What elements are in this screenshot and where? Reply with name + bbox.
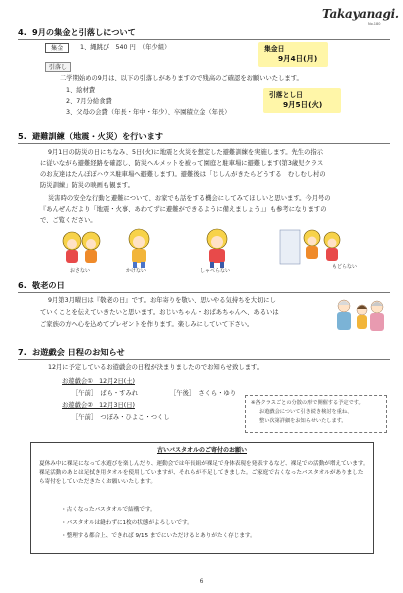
section-6-title: 6. 敬老の日 [18,280,65,290]
donation-title: 古いバスタオルのご寄付のお願い [156,447,247,454]
kid-no-talking-illustration [196,226,238,270]
withdraw-day-badge [263,88,341,113]
towel-donation-box [30,442,374,554]
donation-item-2: ・バスタオルは縫わずに1枚の状態がよろしいです。 [61,520,193,526]
recital-note-3: 整い次第詳細をお知らせいたします。 [259,417,347,424]
caption-no-returning: もどらない [332,264,358,270]
collect-day-label: 集金日 [264,45,285,53]
withdraw-item-3: 3、父母の会費（年長・年中・年少）、卒園積立金（年長） [66,109,231,116]
section-7-underline [18,359,390,360]
collect-tag: 集金 [45,43,69,53]
drill-line-1: 9月1日の防災の日にちなみ、5日(火)に地震と火災を想定した避難訓練を実施します。先生の指示 [48,149,323,156]
drill-line-2: に従いながら避難経路を確認し、防災ヘルメットを被って園庭と駐車場に避難します(第3歳児クラス [40,160,324,167]
drill-line-7: で、ご覧ください。 [40,217,97,224]
drill-line-5: 災害時の安全な行動と避難について、お家でも話をする機会にしてみてほしいと思います。今月号の [48,195,331,202]
withdraw-item-2: 2、7月分給食費 [66,98,112,105]
respect-line-1: 9月第3月曜日は『敬老の日』です。お年寄りを敬い、思いやる気持ちを大切にし [48,297,276,304]
withdraw-item-1: 1、絵材費 [66,87,96,94]
recital-day2-label: お遊戯会② 12月3日(日) [62,402,135,409]
drill-line-4: 防災訓練」防災の映画も観ます。 [40,182,134,189]
withdraw-tag: 引落し [45,62,71,72]
caption-no-running: かけない [126,268,147,274]
section-5-title: 5. 避難訓練（地震・火災）を行います [18,131,164,141]
donation-item-3: ・整理する都合上、できれば 9/15 までにいただけるとありがたく存じます。 [61,533,256,539]
logo-subtext: No.180 [368,22,381,26]
collect-day-date: 9月4日(月) [278,54,318,64]
section-7-title: 7. お遊戯会 日程のお知らせ [18,347,125,357]
respect-line-3: ご家族の方へ心を込めてプレゼントを作ります。楽しみにしていて下さい。 [40,321,254,328]
kids-no-returning-illustration [278,226,346,268]
donation-body: 夏休み中に裸足になって水遊びを楽しんだり、運動会では年長組が裸足で身体表現を発表するなど、裸足での活動が増えています。裸足活動のあとは足拭き用タオルを使用していますが、それらが不足してきました。ご家庭で古くなったバスタオルがありましたら寄付をしていただきたくお願いいたします。 [39,461,369,486]
drill-line-3: のお友達はたんぽぽハウス駐車場へ避難します)。避難後は「じしんがきたらどうする むしむし村の [40,171,326,178]
grandparents-illustration [330,296,388,338]
kids-no-pushing-illustration [58,228,106,270]
section-5-underline [18,143,390,144]
respect-line-2: ていくことを伝えていきたいと思います。おじいちゃん・おばあちゃんへ、あるいは [40,309,279,316]
recital-day1-afternoon: ［午後］ さくら・ゆり [170,390,237,397]
kid-no-running-illustration [120,226,158,270]
drill-line-6: 『あんぜんだより「地震・火事、あわてずに避難ができるように備えましょう」』も参考になりますの [40,206,327,213]
collect-text: 1、縄跳び 540 円 （年少組） [80,44,171,51]
donation-item-1: ・古くなったバスタオルで結構です。 [61,507,156,513]
withdraw-day-label: 引落とし日 [269,91,303,99]
logo-text: Takayanagi. [322,7,399,21]
recital-note-2: お遊戯会について引き続き検討を重ね、 [259,408,353,415]
collect-day-badge [258,42,328,67]
recital-note-1: ※各クラスごとの分散の形で開催する予定です。 [251,400,364,406]
recital-day1-morning: ［午前］ ばら・すみれ [72,390,139,397]
recital-day1-label: お遊戯会① 12月2日(土) [62,378,135,385]
withdraw-intro: 二学期始めの9月は、以下の引落しがありますので残高のご確認をお願いいたします。 [60,75,303,82]
section-4-title: 4. 9月の集金と引落しについて [18,27,136,37]
section-6-underline [18,292,390,293]
caption-no-pushing: おさない [70,268,91,274]
recital-intro: 12月に予定しているお遊戯会の日程が決まりましたのでお知らせ致します。 [48,364,264,371]
withdraw-day-date: 9月5日(火) [283,100,323,110]
recital-day2-morning: ［午前］ つぼみ・ひよこ・つくし [72,414,170,421]
caption-no-talking: しゃべらない [200,268,231,274]
section-4-underline [18,39,390,40]
page-number: 6 [199,578,204,585]
school-logo [322,6,399,28]
recital-note-box [245,395,387,433]
